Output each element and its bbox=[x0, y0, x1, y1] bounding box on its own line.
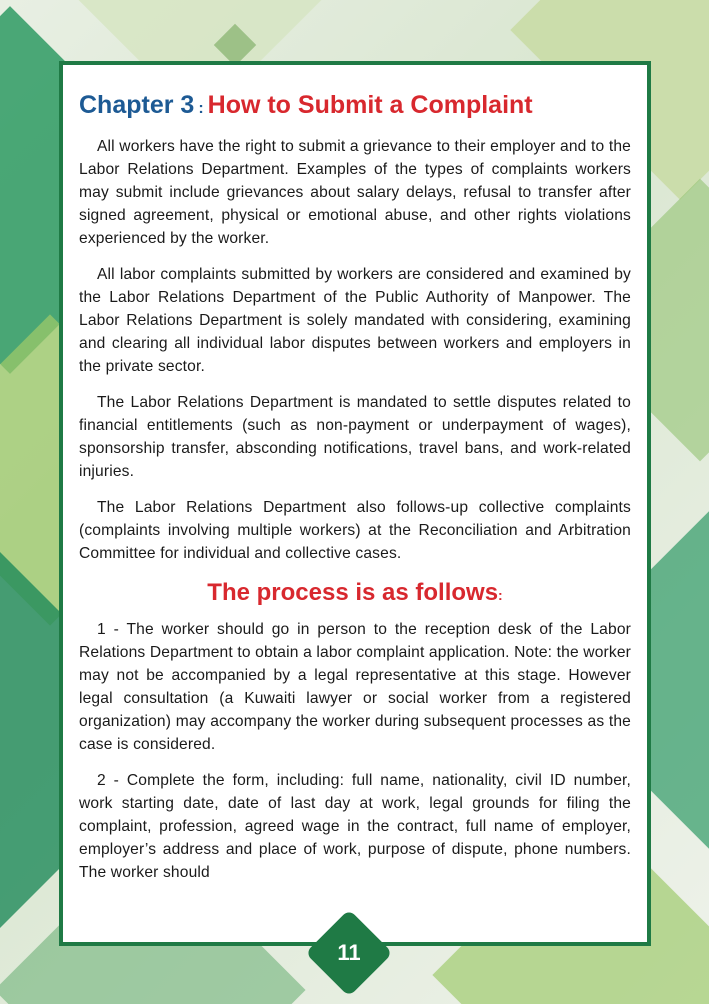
chapter-label: Chapter 3 bbox=[79, 91, 195, 119]
paragraph: All workers have the right to submit a grievance to their employer and to the Labor Relations Department. Examples of the types of complaints workers may submit include grievances about salary delays, refusal to transfer after signed agreement, physical or emotional abuse, and other rights violations experienced by the worker. bbox=[79, 138, 631, 247]
page-number: 11 bbox=[337, 940, 361, 965]
process-heading-text: The process is as follows bbox=[207, 579, 499, 606]
paragraph: The Labor Relations Department is mandated to settle disputes related to financial entitlements (such as non-payment or underpayment of wages), sponsorship transfer, absconding notifications, travel bans, and work-related injuries. bbox=[79, 394, 631, 480]
paragraph: The Labor Relations Department also follows-up collective complaints (complaints involving multiple workers) at the Reconciliation and Arbitration Committee for individual and collective cases. bbox=[79, 499, 631, 562]
process-heading bbox=[79, 578, 631, 610]
chapter-heading bbox=[79, 89, 631, 125]
process-step: 2 - Complete the form, including: full name, nationality, civil ID number, work starting date, date of last day at work, legal grounds for filing the complaint, profession, agreed wage in the contract, full name of employer, employer’s address and place of work, purpose of dispute, phone numbers. The worker should bbox=[79, 772, 631, 881]
process-heading-colon: : bbox=[498, 587, 503, 603]
content-card bbox=[59, 61, 651, 946]
process-step: 1 - The worker should go in person to the reception desk of the Labor Relations Department to obtain a labor complaint application. Note: the worker may not be accompanied by a legal representative at this stage. However legal consultation (a Kuwaiti lawyer or social worker from a registered organization) may accompany the worker during subsequent processes as the case is considered. bbox=[79, 621, 631, 753]
chapter-title: How to Submit a Complaint bbox=[207, 91, 533, 119]
chapter-separator: : bbox=[198, 100, 204, 117]
paragraph: All labor complaints submitted by workers are considered and examined by the Labor Relations Department of the Public Authority of Manpower. The Labor Relations Department is solely mandated with considering, examining and clearing all individual labor disputes between workers and employers in the private sector. bbox=[79, 266, 631, 375]
